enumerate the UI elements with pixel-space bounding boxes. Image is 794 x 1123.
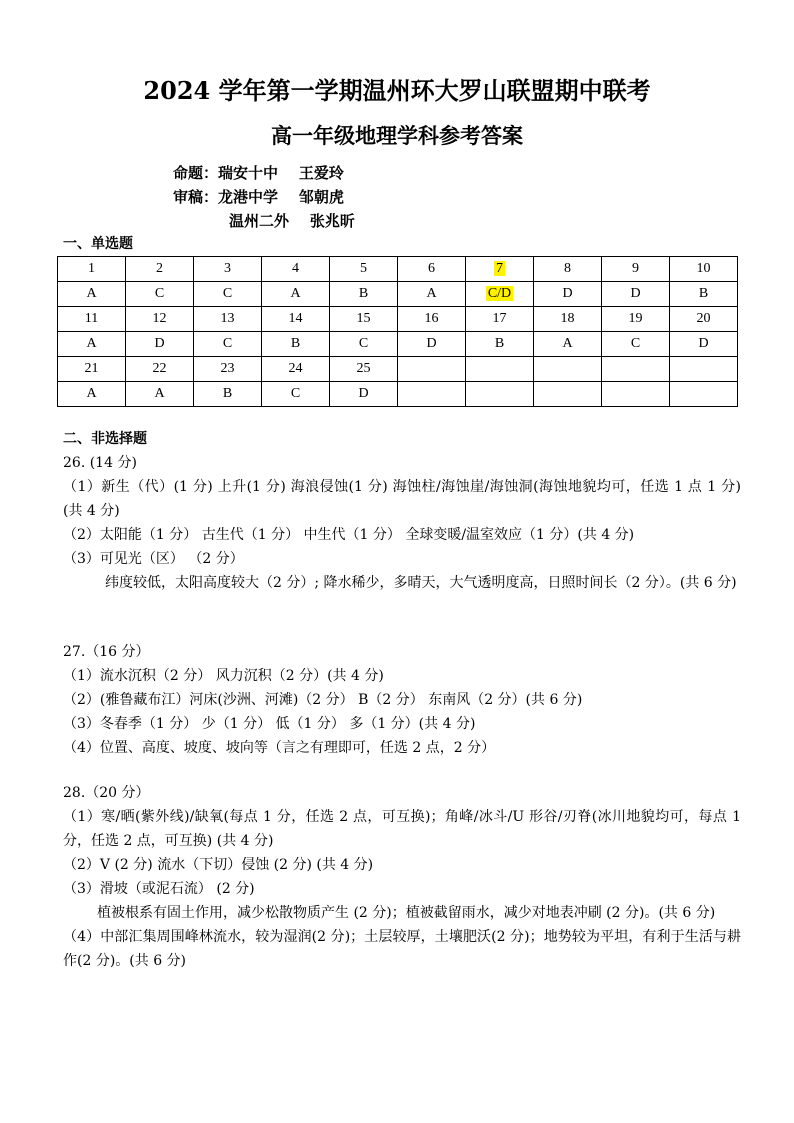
question-27 bbox=[63, 640, 741, 760]
answer-cell: C bbox=[602, 332, 670, 357]
answer-line: 植被根系有固土作用，减少松散物质产生 (2 分)；植被截留雨水，减少对地表冲刷 (2 分)。(共 6 分) bbox=[97, 905, 716, 921]
section-heading-single-choice: 一、单选题 bbox=[63, 236, 133, 252]
question-number-cell: 2 bbox=[126, 257, 194, 282]
answer-cell: A bbox=[262, 282, 330, 307]
question-number-cell: 3 bbox=[194, 257, 262, 282]
answer-line: （2）太阳能（1 分） 古生代（1 分） 中生代（1 分） 全球变暖/温室效应（1 分）(共 4 分) bbox=[63, 527, 635, 543]
answer-cell bbox=[602, 382, 670, 407]
answer-cell bbox=[398, 382, 466, 407]
question-number-cell: 21 bbox=[58, 357, 126, 382]
question-number-cell: 1 bbox=[58, 257, 126, 282]
credit-reviewer-1: 审稿：龙港中学 邹朝虎 bbox=[173, 188, 344, 206]
question-number-cell: 19 bbox=[602, 307, 670, 332]
question-number-cell bbox=[670, 357, 738, 382]
answer-line: （1）流水沉积（2 分） 风力沉积（2 分）(共 4 分) bbox=[63, 668, 384, 684]
answer-cell: C bbox=[194, 332, 262, 357]
question-number-cell: 15 bbox=[330, 307, 398, 332]
credit-reviewer-2: 温州二外 张兆昕 bbox=[229, 212, 355, 230]
answer-cell: D bbox=[602, 282, 670, 307]
question-number-cell bbox=[466, 257, 534, 282]
question-number-cell: 11 bbox=[58, 307, 126, 332]
question-number-cell: 9 bbox=[602, 257, 670, 282]
answer-line: 纬度较低，太阳高度较大（2 分）; 降水稀少，多晴天，大气透明度高，日照时间长（2 分）。(共 6 分) bbox=[105, 575, 737, 591]
question-number-cell: 4 bbox=[262, 257, 330, 282]
question-28 bbox=[63, 781, 741, 973]
question-number-cell bbox=[602, 357, 670, 382]
question-title: 26. (14 分) bbox=[63, 455, 137, 471]
question-number-cell: 8 bbox=[534, 257, 602, 282]
question-number-cell: 5 bbox=[330, 257, 398, 282]
question-number-cell bbox=[398, 357, 466, 382]
answer-cell: A bbox=[58, 382, 126, 407]
question-number-cell: 14 bbox=[262, 307, 330, 332]
answer-cell: B bbox=[330, 282, 398, 307]
answer-line: （1）新生（代）(1 分) 上升(1 分) 海浪侵蚀(1 分) 海蚀柱/海蚀崖/海蚀洞(海蚀地貌均可，任选 1 点 1 分) (共 4 分) bbox=[63, 479, 741, 519]
answer-cell: A bbox=[126, 382, 194, 407]
answer-cell: D bbox=[398, 332, 466, 357]
answer-line: （4）中部汇集周围峰林流水，较为湿润(2 分)；土层较厚，土壤肥沃(2 分)；地势较为平坦，有利于生活与耕作(2 分)。(共 6 分) bbox=[63, 929, 741, 969]
answer-line: （3）可见光（区） （2 分） bbox=[63, 551, 244, 567]
answer-line: （4）位置、高度、坡度、坡向等（言之有理即可，任选 2 点，2 分） bbox=[63, 740, 496, 756]
question-26 bbox=[63, 451, 741, 595]
question-number-cell: 18 bbox=[534, 307, 602, 332]
question-number-row bbox=[58, 307, 738, 332]
answer-cell: B bbox=[466, 332, 534, 357]
question-number-cell: 20 bbox=[670, 307, 738, 332]
highlighted-cell-text: C/D bbox=[487, 286, 512, 301]
answer-cell: D bbox=[330, 382, 398, 407]
answer-cell: D bbox=[670, 332, 738, 357]
page-title: 2024 学年第一学期温州环大罗山联盟期中联考 bbox=[143, 76, 651, 105]
answer-cell: C bbox=[126, 282, 194, 307]
section-heading-non-choice: 二、非选择题 bbox=[63, 431, 147, 447]
answer-cell: C bbox=[330, 332, 398, 357]
answer-line: （2）(雅鲁藏布江）河床(沙洲、河滩)（2 分） B（2 分） 东南风（2 分）(共 6 分) bbox=[63, 692, 583, 708]
answer-cell: B bbox=[194, 382, 262, 407]
question-number-cell: 6 bbox=[398, 257, 466, 282]
answer-row bbox=[58, 332, 738, 357]
answer-cell: A bbox=[58, 282, 126, 307]
answer-row bbox=[58, 382, 738, 407]
answer-row bbox=[58, 282, 738, 307]
answer-cell bbox=[466, 382, 534, 407]
answer-line: （1）寒/晒(紫外线)/缺氧(每点 1 分，任选 2 点，可互换)；角峰/冰斗/U 形谷/刃脊(冰川地貌均可，每点 1 分，任选 2 点，可互换) (共 4 分) bbox=[63, 809, 741, 849]
answer-cell: B bbox=[670, 282, 738, 307]
answer-cell: C bbox=[262, 382, 330, 407]
question-number-cell: 10 bbox=[670, 257, 738, 282]
page-subtitle: 高一年级地理学科参考答案 bbox=[271, 123, 523, 148]
answer-cell: C bbox=[194, 282, 262, 307]
answer-line: （3）滑坡（或泥石流） (2 分) bbox=[63, 881, 255, 897]
answer-line: （3）冬春季（1 分） 少（1 分） 低（1 分） 多（1 分）(共 4 分) bbox=[63, 716, 476, 732]
credit-author: 命题：瑞安十中 王爱玲 bbox=[173, 164, 344, 182]
question-number-cell: 23 bbox=[194, 357, 262, 382]
question-number-cell: 24 bbox=[262, 357, 330, 382]
answer-cell bbox=[534, 382, 602, 407]
answer-cell: B bbox=[262, 332, 330, 357]
answer-cell bbox=[670, 382, 738, 407]
question-number-cell: 13 bbox=[194, 307, 262, 332]
answer-cell: A bbox=[534, 332, 602, 357]
answer-cell: D bbox=[534, 282, 602, 307]
question-number-cell: 17 bbox=[466, 307, 534, 332]
answer-table bbox=[57, 256, 738, 407]
question-number-cell bbox=[534, 357, 602, 382]
answer-line: （2）V (2 分) 流水（下切）侵蚀 (2 分) (共 4 分) bbox=[63, 857, 374, 873]
question-number-cell bbox=[466, 357, 534, 382]
question-title: 28.（20 分） bbox=[63, 785, 150, 801]
answer-cell: A bbox=[58, 332, 126, 357]
question-number-row bbox=[58, 257, 738, 282]
question-number-cell: 25 bbox=[330, 357, 398, 382]
question-number-row bbox=[58, 357, 738, 382]
question-number-cell: 12 bbox=[126, 307, 194, 332]
question-number-cell: 22 bbox=[126, 357, 194, 382]
question-number-cell: 16 bbox=[398, 307, 466, 332]
highlighted-cell-text: 7 bbox=[496, 261, 503, 276]
answer-cell bbox=[466, 282, 534, 307]
answer-cell: D bbox=[126, 332, 194, 357]
answer-cell: A bbox=[398, 282, 466, 307]
question-title: 27.（16 分） bbox=[63, 644, 150, 660]
